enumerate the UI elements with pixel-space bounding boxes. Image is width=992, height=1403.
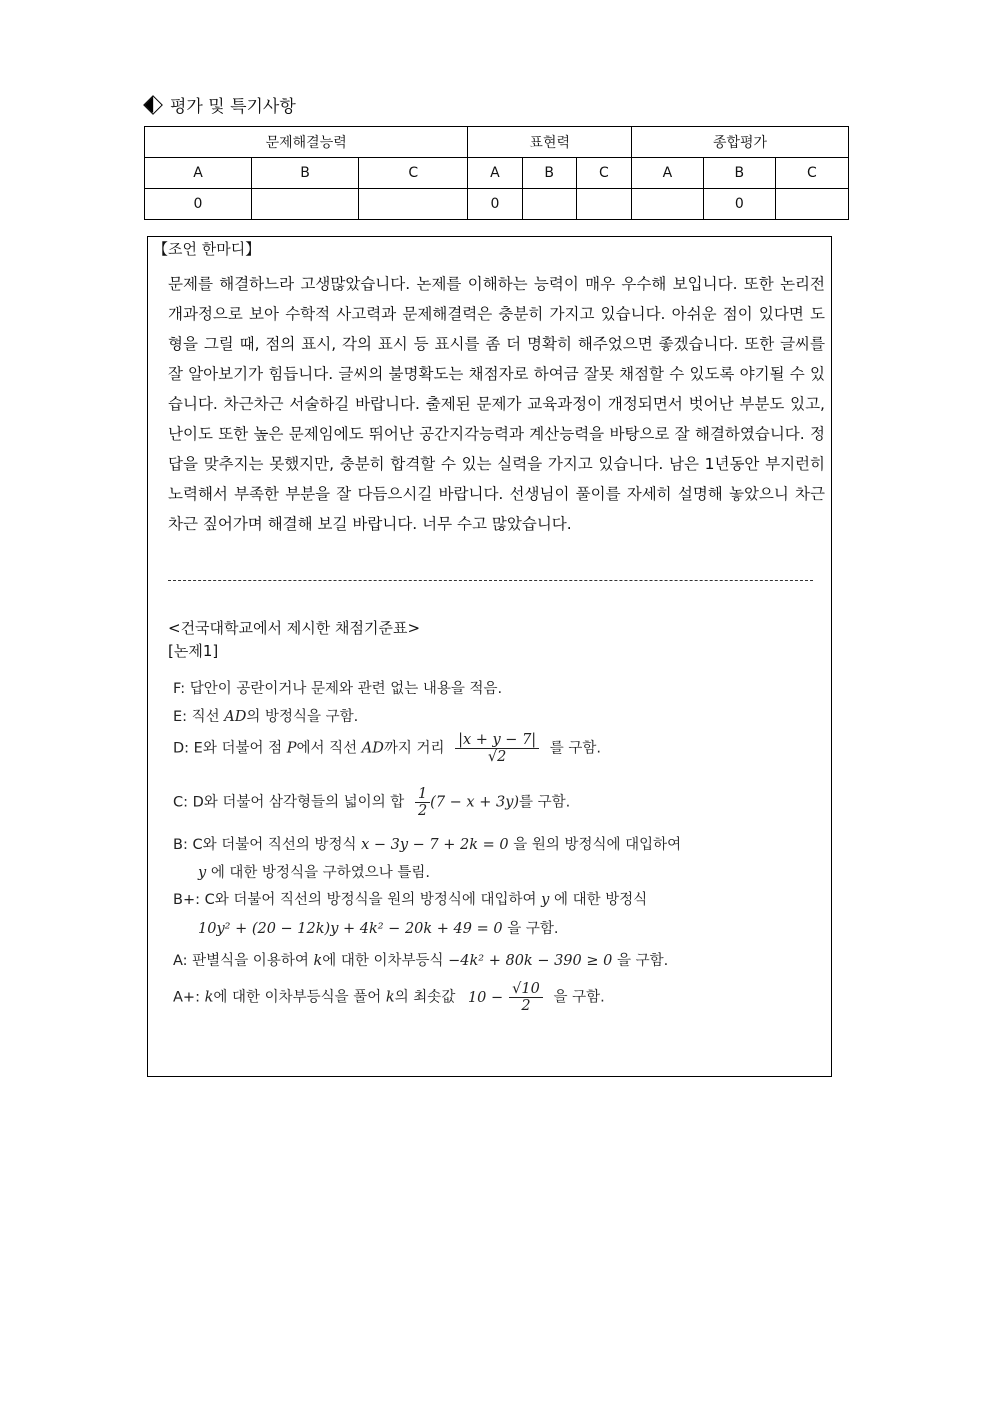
criterion-text: 에 대한 이차부등식 (322, 953, 444, 969)
group-header-problem-solving: 문제해결능력 (145, 127, 468, 158)
evaluation-table (144, 126, 849, 220)
math-expression: x − 3y − 7 + 2k = 0 (361, 837, 509, 853)
criterion-a (173, 949, 668, 970)
grade-header: C (359, 158, 468, 189)
criterion-c (173, 786, 570, 819)
math-expression: k (204, 989, 214, 1006)
criterion-e (173, 705, 358, 726)
criterion-text: 를 구함. (519, 794, 571, 811)
grade-cell: 0 (145, 189, 252, 220)
grade-header: A (632, 158, 704, 189)
math-expression: −4k² + 80k − 390 ≥ 0 (448, 953, 613, 969)
criterion-text: D와 더불어 삼각형들의 넓이의 합 (192, 794, 405, 811)
grade-header: B (251, 158, 358, 189)
math-expression: y (198, 865, 207, 881)
grade-header: A (468, 158, 522, 189)
grade-cell (632, 189, 704, 220)
math-expression: AD (361, 740, 384, 757)
math-expression: AD (224, 709, 247, 725)
grade-header: B (522, 158, 576, 189)
fraction-denominator: 2 (521, 998, 531, 1014)
criterion-text: 에 대한 방정식을 구하였으나 틀림. (210, 865, 430, 881)
math-expression: y (541, 892, 550, 908)
criterion-text: 의 방정식을 구함. (246, 709, 359, 725)
criterion-text: 에 대한 이차부등식을 풀어 (213, 989, 382, 1006)
criterion-text: 에 대한 방정식 (553, 892, 648, 908)
grade-cell (576, 189, 631, 220)
grade-label: D: (173, 740, 190, 757)
fraction-numerator: |x + y − 7| (455, 732, 539, 749)
dashed-divider (168, 580, 813, 581)
math-fraction (455, 732, 539, 765)
advice-title: 【조언 한마디】 (153, 240, 261, 258)
section-heading (143, 92, 296, 117)
fraction-denominator: √2 (487, 749, 507, 765)
criterion-text: 직선 (191, 709, 220, 725)
criterion-b-plus (173, 888, 647, 909)
fraction-denominator: 2 (417, 803, 428, 819)
grade-label: F: (173, 681, 186, 697)
criterion-text: 을 구함. (616, 953, 669, 969)
math-expression: k (385, 989, 395, 1006)
section-heading-text: 평가 및 특기사항 (170, 97, 296, 117)
advice-box (147, 236, 832, 1077)
criterion-f (173, 677, 502, 698)
math-expression: k (313, 953, 323, 969)
math-expression: P (286, 740, 297, 757)
criteria-title: <건국대학교에서 제시한 채점기준표> (168, 619, 421, 637)
grade-header: B (703, 158, 775, 189)
math-expression: (7 − x + 3y) (430, 794, 520, 811)
criterion-b-plus-line2 (173, 917, 558, 938)
grade-label: B: (173, 837, 188, 853)
grade-label: B+: (173, 892, 200, 908)
criterion-b-line2 (173, 861, 430, 882)
grade-label: A: (173, 953, 188, 969)
criterion-text: 까지 거리 (383, 740, 445, 757)
issue-label: [논제1] (168, 642, 219, 660)
criterion-b (173, 833, 681, 854)
criterion-a-plus (173, 981, 605, 1014)
grade-cell: 0 (703, 189, 775, 220)
grade-label: E: (173, 709, 188, 725)
grade-header: C (775, 158, 848, 189)
criterion-text: 의 최솟값 (394, 989, 456, 1006)
diamond-bullet-icon (143, 95, 163, 115)
criterion-text: 에서 직선 (296, 740, 358, 757)
group-header-row (145, 127, 849, 158)
grade-cell (775, 189, 848, 220)
grade-header: C (576, 158, 631, 189)
criterion-text: C와 더불어 직선의 방정식 (192, 837, 357, 853)
grade-cell (251, 189, 358, 220)
fraction-numerator: √10 (509, 981, 543, 998)
math-expression: 10 − (467, 989, 504, 1006)
fraction-numerator: 1 (415, 786, 430, 803)
criterion-text: E와 더불어 점 (193, 740, 283, 757)
group-header-expression: 표현력 (468, 127, 632, 158)
math-expression: 10y² + (20 − 12k)y + 4k² − 20k + 49 = 0 (198, 921, 503, 937)
criterion-text: 를 구함. (549, 740, 602, 757)
grade-label: C: (173, 794, 189, 811)
grade-cell (359, 189, 468, 220)
grade-header: A (145, 158, 252, 189)
grade-value-row (145, 189, 849, 220)
grade-cell (522, 189, 576, 220)
criterion-text: 을 원의 방정식에 대입하여 (513, 837, 682, 853)
math-fraction (509, 981, 543, 1014)
criterion-text: 답안이 공란이거나 문제와 관련 없는 내용을 적음. (189, 681, 503, 697)
advice-body: 문제를 해결하느라 고생많았습니다. 논제를 이해하는 능력이 매우 우수해 보입니다. 또한 논리전개과정으로 보아 수학적 사고력과 문제해결력은 충분히 가지고 있습니다. 아쉬운 점이 있다면 도형을 그릴 때, 점의 표시, 각의 표시 등 표시를 좀 더 명확히 해주었으면 좋겠습니다. 또한 글씨를 잘 알아보기가 힘듭니다. 글씨의 불명확도는 채점자로 하여금 잘못 채점할 수 있도록 야기될 수 있습니다. 차근차근 서술하길 바랍니다. 출제된 문제가 교육과정이 개정되면서 벗어난 부분도 있고, 난이도 또한 높은 문제임에도 뛰어난 공간지각능력과 계산능력을 바탕으로 잘 해결하였습니다. 정답을 맞추지는 못했지만, 충분히 합격할 수 있는 실력을 가지고 있습니다. 남은 1년동안 부지런히 노력해서 부족한 부분을 잘 다듬으시길 바랍니다. 선생님이 풀이를 자세히 설명해 놓았으니 차근차근 짚어가며 해결해 보길 바랍니다. 너무 수고 많았습니다. (168, 275, 825, 533)
group-header-overall: 종합평가 (632, 127, 849, 158)
criterion-text: C와 더불어 직선의 방정식을 원의 방정식에 대입하여 (204, 892, 537, 908)
grade-label: A+: (173, 989, 200, 1006)
grade-cell: 0 (468, 189, 522, 220)
grade-header-row (145, 158, 849, 189)
math-fraction (415, 786, 430, 819)
criterion-text: 을 구함. (507, 921, 559, 937)
criterion-d (173, 732, 601, 765)
criterion-text: 판별식을 이용하여 (192, 953, 309, 969)
criterion-text: 을 구함. (553, 989, 605, 1006)
